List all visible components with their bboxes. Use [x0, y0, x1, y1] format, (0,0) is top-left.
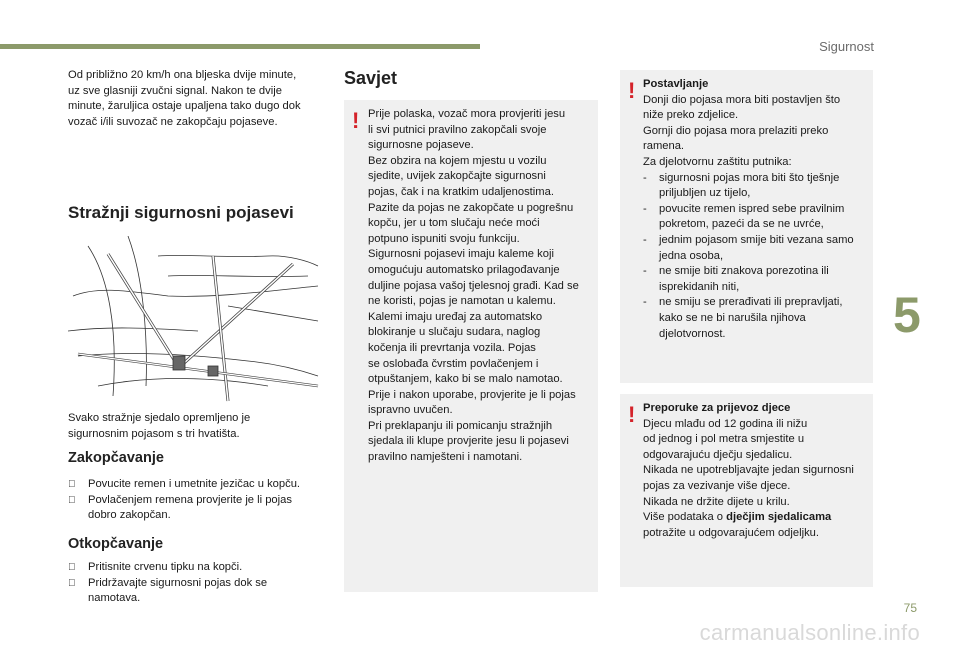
list-text: djelotvornost.: [659, 327, 726, 340]
text-line: Prije i nakon uporabe, provjerite je li pojas: [368, 388, 576, 401]
text-line: duljine pojasa vašoj tjelesnoj građi. Kad se: [368, 279, 579, 292]
list-text: jednim pojasom smije biti vezana samo: [659, 233, 854, 246]
caption-line: sigurnosnim pojasom s tri hvatišta.: [68, 427, 240, 440]
text-line: Kalemi imaju uređaj za automatsko: [368, 310, 543, 323]
fasten-list: [68, 477, 328, 524]
text-line: li svi putnici pravilno zakopčali svoje: [368, 123, 547, 136]
bullet-icon: [68, 493, 88, 524]
text-line: Donji dio pojasa mora biti postavljen što: [643, 93, 841, 106]
intro-line: vozač i/ili suvozač ne zakopčaju pojaseve.: [68, 115, 278, 128]
text-line: kočenja ili prevrtanja vozila. Pojas: [368, 341, 536, 354]
list-text: Povlačenjem remena provjerite je li pojas: [88, 493, 292, 506]
dash-marker: -: [643, 233, 647, 246]
list-item: [68, 477, 328, 493]
text-line: pravilno namješteni i namotani.: [368, 451, 523, 464]
watermark: carmanualsonline.info: [699, 620, 920, 645]
text-line: sjedala ili klupe provjerite jesu li pojasevi: [368, 435, 569, 448]
advice-heading: Savjet: [344, 68, 398, 88]
text-line: Nikada ne upotrebljavajte jedan sigurnosni: [643, 464, 854, 477]
children-text: [643, 401, 871, 541]
list-text: priljubljen uz tijelo,: [659, 187, 751, 200]
text-line: ramena.: [643, 140, 685, 153]
fasten-heading: Zakopčavanje: [68, 450, 164, 466]
list-text: sigurnosni pojas mora biti što tješnje: [659, 171, 840, 184]
list-text: povucite remen ispred sebe pravilnim: [659, 202, 845, 215]
list-item: [643, 202, 871, 233]
text-line: ne koristi, pojas je namotan u kalemu.: [368, 295, 556, 308]
text-line: Pri preklapanju ili pomicanju stražnjih: [368, 419, 553, 432]
section-heading: Stražnji sigurnosni pojasevi: [68, 203, 294, 222]
children-title: Preporuke za prijevoz djece: [643, 402, 791, 414]
list-text: namotava.: [88, 592, 141, 605]
text-line: omogućuju automatsko prilagođavanje: [368, 263, 560, 276]
text-line: Prije polaska, vozač mora provjeriti jesu: [368, 108, 566, 120]
bullet-icon: [68, 576, 88, 607]
children-box: [620, 394, 873, 587]
dash-marker: -: [643, 296, 647, 309]
chapter-number: 5: [893, 287, 921, 343]
placement-title: Postavljanje: [643, 78, 709, 90]
intro-line: uz sve glasniji zvučni signal. Nakon te dvije: [68, 84, 282, 97]
bullet-icon: [68, 560, 88, 576]
text-line: ispravno uvučen.: [368, 404, 453, 417]
text-fragment: Više podataka o: [643, 511, 727, 524]
text-line: Nikada ne držite dijete u krilu.: [643, 495, 790, 508]
text-line: Djecu mlađu od 12 godina ili nižu: [643, 417, 808, 430]
caption-line: Svako stražnje sjedalo opremljeno je: [68, 412, 251, 424]
text-line: pojas, čak i na kratkim udaljenostima.: [368, 185, 554, 198]
text-line: otpuštanjem, kako bi se malo namotao.: [368, 373, 563, 386]
intro-line: minute, žaruljica ostaje upaljena tako dugo dok: [68, 100, 301, 113]
list-text: Povucite remen i umetnite jezičac u kopču.: [88, 478, 301, 490]
text-line: Pazite da pojas ne zakopčate u pogrešnu: [368, 201, 574, 214]
text-line: blokiranje u slučaju sudara, naglog: [368, 326, 541, 339]
page-number: 75: [903, 601, 917, 615]
text-line: pojas za vezivanje više djece.: [643, 479, 791, 492]
placement-box: [620, 70, 873, 383]
text-line: Sigurnosni pojasevi imaju kaleme koji: [368, 248, 554, 261]
list-text: kako se ne bi narušila njihova: [659, 311, 806, 324]
text-line: sjedite, uvijek zakopčajte sigurnosni: [368, 170, 546, 183]
unfasten-list: [68, 560, 328, 607]
list-text: jedna osoba,: [659, 249, 724, 262]
list-item: [643, 295, 871, 342]
placement-text: [643, 77, 871, 342]
text-line: od jednog i pol metra smjestite u: [643, 433, 805, 446]
section-title: Sigurnost: [819, 39, 874, 54]
bullet-icon: [68, 477, 88, 493]
list-item: [643, 171, 871, 202]
list-text: pokretom, pazeći da se ne uvrće,: [659, 218, 824, 231]
illustration-caption: [68, 411, 328, 442]
text-line: Gornji dio pojasa mora prelaziti preko: [643, 124, 829, 137]
list-text: ne smiju se prerađivati ili prepravljati,: [659, 296, 843, 309]
text-line: niže preko zdjelice.: [643, 109, 739, 122]
list-item: [643, 264, 871, 295]
rear-seatbelts-illustration: [68, 236, 322, 408]
list-item: [68, 493, 328, 524]
list-text: isprekidanih niti,: [659, 280, 740, 293]
text-line: potražite u odgovarajućem odjeljku.: [643, 526, 819, 539]
unfasten-heading: Otkopčavanje: [68, 536, 164, 552]
list-item: [68, 576, 328, 607]
list-text: ne smije biti znakova porezotina ili: [659, 265, 829, 278]
text-line: odgovarajuću dječju sjedalicu.: [643, 448, 793, 461]
dash-marker: -: [643, 202, 647, 215]
text-line: sigurnosne pojaseve.: [368, 139, 474, 152]
list-item: [68, 560, 328, 576]
dash-marker: -: [643, 265, 647, 278]
header-accent-bar: [0, 44, 480, 49]
text-line: potpuno ispuniti svoju funkciju.: [368, 232, 520, 245]
intro-line: Od približno 20 km/h ona bljeska dvije minute,: [68, 69, 297, 81]
text-line: Bez obzira na kojem mjestu u vozilu: [368, 154, 547, 167]
text-line: kopču, jer u tom slučaju neće moći: [368, 217, 540, 230]
advice-text: [368, 107, 596, 466]
child-seats-emphasis: dječjim sjedalicama: [726, 511, 832, 524]
text-line: se oslobađa čvrstim povlačenjem i: [368, 357, 539, 370]
warning-icon: !: [628, 402, 636, 427]
advice-box: [344, 100, 598, 592]
list-text: Pritisnite crvenu tipku na kopči.: [88, 561, 243, 573]
text-line: Za djelotvornu zaštitu putnika:: [643, 155, 792, 168]
intro-text: [68, 68, 328, 130]
list-text: dobro zakopčan.: [88, 509, 171, 522]
warning-icon: !: [628, 78, 636, 103]
warning-icon: !: [352, 108, 360, 133]
text-line: [643, 510, 871, 526]
list-text: Pridržavajte sigurnosni pojas dok se: [88, 576, 268, 589]
list-item: [643, 233, 871, 264]
dash-marker: -: [643, 171, 647, 184]
